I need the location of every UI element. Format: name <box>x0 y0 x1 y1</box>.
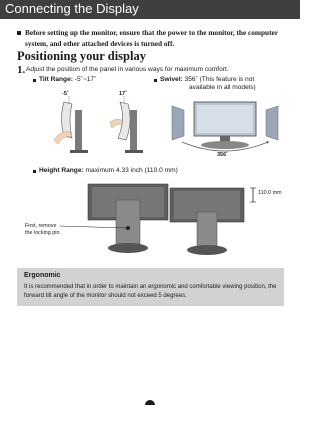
step-text: Adjust the position of the panel in various ways for maximum comfort. <box>26 66 229 73</box>
callout-line-1: First, remove <box>25 223 57 229</box>
swivel-value: 356˚ (This feature is not <box>184 76 255 83</box>
tilt-value: -5˚~17˚ <box>74 76 97 83</box>
section-title: Positioning your display <box>17 49 146 63</box>
swivel-label: Swivel: <box>160 76 183 83</box>
step-number: 1. <box>17 64 26 76</box>
swivel-value-2: available in all models) <box>189 84 256 91</box>
height-value: maximum 4.33 inch (110.0 mm) <box>85 167 178 174</box>
tilt-bullet <box>33 79 36 82</box>
height-bullet <box>33 170 36 173</box>
tilt-illustration <box>50 96 150 160</box>
ergonomic-title: Ergonomic <box>24 272 61 279</box>
tilt-label: Tilt Range: <box>39 76 73 83</box>
callout-line-2: the locking pin. <box>25 230 61 236</box>
swivel-angle-label: 356˚ <box>217 152 229 158</box>
swivel-label-line <box>160 76 254 83</box>
ergonomic-text: It is recommended that in order to maintain an ergonomic and comfortable viewing position, the forward tilt angle of the monitor should not exceed 5 degrees. <box>24 284 277 299</box>
tilt-min-label: -5˚ <box>62 91 69 97</box>
caution-bullet <box>17 31 21 35</box>
page-title: Connecting the Display <box>5 1 139 16</box>
caution-text: Before setting up the monitor, ensure that the power to the monitor, the computer system, and other attached devices is turned off. <box>25 28 278 48</box>
height-measure-label: 110.0 mm <box>258 190 282 196</box>
tilt-max-label: 17˚ <box>119 91 127 97</box>
swivel-bullet <box>154 79 157 82</box>
height-label: Height Range: <box>39 167 84 174</box>
page-header <box>0 0 300 19</box>
height-label-line <box>39 167 178 174</box>
swivel-illustration <box>170 96 280 152</box>
tilt-label-line <box>39 76 96 83</box>
ergonomic-note <box>17 268 284 306</box>
page-number-tab <box>145 400 155 405</box>
